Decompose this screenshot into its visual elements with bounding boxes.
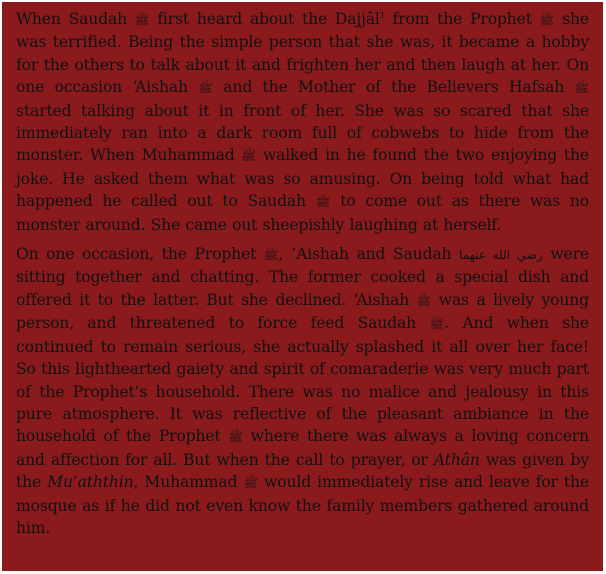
- text-run: . And when she continued to remain serious, she actually splashed it all over her face! So this lighthearted gaiety and spirit of comaraderie was very much part of the Prophet’s household. There was no malice and jealousy in this pure atmosphere. It was reflective of the pleasant ambiance in the household of the Prophet: [16, 314, 589, 446]
- salallahu-alayhi-wasallam-honorific: ﷺ: [539, 13, 555, 27]
- arabic-honorific-dual: رضي الله عنهما: [459, 248, 543, 263]
- radiallahu-anha-honorific: ﷺ: [198, 81, 213, 96]
- athan-term: Athân: [433, 450, 480, 469]
- radiallahu-anha-honorific: ﷺ: [134, 13, 150, 27]
- text-run: When Saudah: [16, 10, 135, 28]
- radiallahu-anha-honorific: ﷺ: [315, 195, 331, 210]
- salallahu-alayhi-wasallam-honorific: ﷺ: [228, 430, 243, 445]
- text-run: she was terrified. Being the simple person that she was, it became a hobby for the others to talk about it and frighten her and then laugh at her. On one occasion ‘Aishah: [16, 10, 589, 97]
- paragraph-saudah-dajjal: [16, 8, 589, 236]
- footnote-marker: 1: [379, 10, 385, 20]
- text-run: first heard about the Dajjâl: [149, 10, 380, 28]
- salallahu-alayhi-wasallam-honorific: ﷺ: [241, 149, 256, 164]
- text-run: and the Mother of the Believers Hafsah: [212, 78, 575, 97]
- salallahu-alayhi-wasallam-honorific: ﷺ: [263, 248, 279, 263]
- radiallahu-anha-honorific: ﷺ: [416, 293, 432, 308]
- text-run: where there was always a loving concern and affection for all. But when the call to prayer, or: [16, 427, 589, 469]
- text-run: walked in he found the two enjoying the joke. He asked them what was so amusing. On being told what had happened he called out to Saudah: [16, 146, 589, 211]
- muaththin-term: Mu’aththin: [47, 473, 134, 492]
- text-panel: [2, 2, 603, 571]
- salallahu-alayhi-wasallam-honorific: ﷺ: [243, 476, 258, 491]
- radiallahu-anha-honorific: ﷺ: [429, 317, 444, 332]
- radiallahu-anha-honorific: ﷺ: [574, 81, 589, 96]
- text-run: , Muhammad: [133, 473, 244, 492]
- text-run: from the Prophet: [384, 10, 540, 28]
- text-run: would immediately rise and leave for the mosque as if he did not even know the family members gathered around him.: [16, 473, 589, 537]
- text-run: was a lively young person, and threatened to force feed Saudah: [16, 290, 589, 333]
- text-run: were sitting together and chatting. The former cooked a special dish and offered it to the latter. But she declined. ‘Aishah: [16, 245, 590, 309]
- text-run: , ‘Aishah and Saudah: [278, 245, 460, 264]
- paragraph-special-dish: [16, 243, 589, 539]
- text-run: was given by the: [16, 450, 590, 492]
- text-run: to come out as there was no monster around. She came out sheepishly laughing at herself.: [16, 192, 589, 234]
- text-run: On one occasion, the Prophet: [16, 245, 264, 264]
- text-run: started talking about it in front of her. She was so scared that she immediately ran into a dark room full of cobwebs to hide from the monster. When Muhammad: [16, 101, 589, 165]
